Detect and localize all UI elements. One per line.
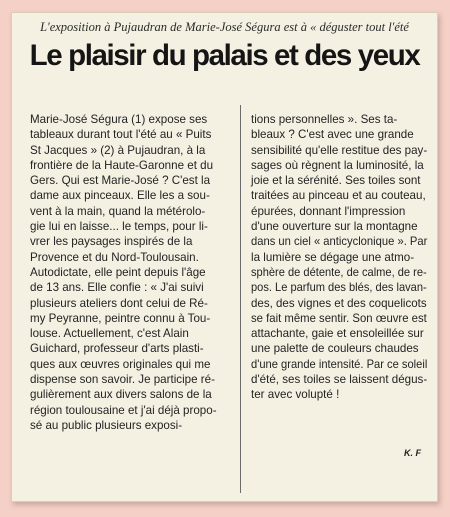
text-line: une palette de couleurs chaudes [251,342,419,356]
text-line: bleaux ? C'est avec une grande [251,128,414,142]
text-line: de 13 ans. Elle confie : « J'ai suivi [30,281,204,295]
column-divider [240,105,241,493]
text-line: d'une grande intensité. Par ce soleil [251,357,428,371]
text-line: Guichard, professeur d'arts plasti- [30,342,204,356]
text-line: dispense son savoir. Je participe ré- [30,373,215,387]
text-line: sé au public plusieurs exposi- [30,418,183,432]
text-line: vrer les paysages inspirés de la [30,235,193,249]
text-line: dans un ciel « anticyclonique ». Par [251,235,428,249]
text-line: d'été, ses toiles se laissent dégus- [251,373,428,387]
text-line: vent à la main, quand la métérolo- [30,204,206,218]
newspaper-clipping [11,12,438,502]
text-line: sphère de détente, de calme, de re- [251,265,427,279]
text-line: frontière de la Haute-Garonne et du [30,158,214,172]
text-line: louse. Actuellement, c'est Alain [30,327,189,341]
text-line: d'une ouverture sur la montagne [251,220,418,234]
text-line: gie lui en laisse... le temps, pour li- [30,220,208,234]
article-column-left [30,112,230,433]
text-line: tableaux durant tout l'été au « Puits [30,128,212,142]
text-line: Autodictate, elle peint depuis l'âge [30,265,206,279]
text-line: attachante, gaie et ensoleillée sur [251,327,424,341]
text-line: my Peyranne, peintre connu à Tou- [30,311,211,325]
text-line: plusieurs ateliers dont celui de Ré- [30,296,208,310]
text-line: joie et la sérénité. Ses toiles sont [251,174,421,188]
text-line: Marie-José Ségura (1) expose ses [30,113,208,126]
text-line: ter avec volupté ! [251,388,340,402]
text-line: région toulousaine et j'ai déjà propo- [30,403,217,417]
text-line: des, des vignes et des coquelicots [251,296,427,310]
author-signature: K. F [404,448,421,458]
text-line: gulièrement aux divers salons de la [30,388,212,402]
text-line: ques aux œuvres originales qui me [30,357,211,371]
text-line: Provence et du Nord-Toulousain. [30,250,199,264]
text-line: épurées, donnant l'impression [251,204,406,218]
text-line: tions personnelles ». Ses ta- [251,113,398,126]
article-headline: Le plaisir du palais et des yeux [29,39,420,72]
text-line: la lumière se dégage une atmo- [251,250,415,264]
text-line: traitées au pinceau et au couteau, [251,189,426,203]
text-line: Gers. Qui est Marie-José ? C'est la [30,174,211,188]
text-line: pos. Le parfum des blés, des lavan- [251,281,427,295]
text-line: sensibilité qu'elle restitue des pay- [251,143,428,157]
article-column-right [251,112,427,403]
text-line: sages où règnent la luminosité, la [251,158,424,172]
text-line: dame aux pinceaux. Elle les a sou- [30,189,210,203]
text-line: se fait même sentir. Son œuvre est [251,311,427,325]
article-kicker: L'exposition à Pujaudran de Marie-José Ségura est à « déguster tout l'été [40,20,409,34]
text-line: St Jacques » (2) à Pujaudran, à la [30,143,206,157]
